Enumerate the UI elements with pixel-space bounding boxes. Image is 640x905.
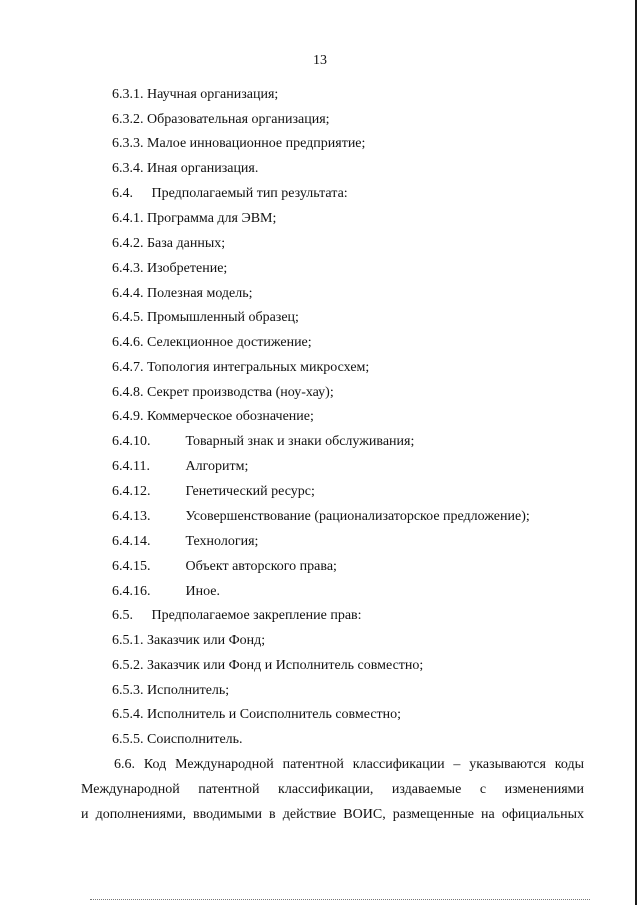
list-item — [112, 459, 248, 475]
item-number: 6.5.4. — [112, 707, 144, 722]
item-text: Предполагаемое закрепление прав: — [151, 608, 362, 623]
item-text: Товарный знак и знаки обслуживания; — [185, 434, 415, 449]
list-item — [112, 261, 227, 277]
item-text: Иная организация. — [147, 161, 259, 176]
item-number: 6.4.9. — [112, 409, 144, 424]
paragraph-line: и дополнениями, вводимыми в действие ВОИС, размещенные на официальных — [81, 807, 584, 822]
list-item — [112, 87, 278, 103]
item-text: Программа для ЭВМ; — [147, 211, 277, 226]
item-number: 6.5.3. — [112, 683, 144, 698]
item-number: 6.5. — [112, 608, 133, 623]
item-number: 6.4.7. — [112, 360, 144, 375]
item-text: Изобретение; — [147, 261, 228, 276]
item-text: Предполагаемый тип результата: — [151, 186, 348, 201]
item-text: Коммерческое обозначение; — [147, 409, 314, 424]
paragraph-line: 6.6. Код Международной патентной классификации – указываются коды — [114, 757, 584, 772]
item-text: Секрет производства (ноу-хау); — [147, 385, 334, 400]
item-text: Исполнитель и Соисполнитель совместно; — [147, 707, 402, 722]
list-item — [112, 534, 258, 550]
item-text: Объект авторского права; — [185, 559, 337, 574]
list-item — [112, 236, 225, 252]
item-text: Топология интегральных микросхем; — [147, 360, 370, 375]
item-number: 6.4.3. — [112, 261, 144, 276]
item-number: 6.5.1. — [112, 633, 144, 648]
item-number: 6.4.11. — [112, 459, 150, 474]
list-item — [112, 211, 276, 227]
list-item — [112, 732, 243, 748]
item-number: 6.4.10. — [112, 434, 151, 449]
list-item — [112, 683, 229, 699]
list-item — [112, 385, 334, 401]
item-number: 6.4.2. — [112, 236, 144, 251]
item-text: База данных; — [147, 236, 226, 251]
item-text: Заказчик или Фонд и Исполнитель совместно; — [147, 658, 424, 673]
list-item — [112, 136, 365, 152]
list-item — [112, 584, 220, 600]
item-text: Образовательная организация; — [147, 112, 330, 127]
item-number: 6.3.1. — [112, 87, 144, 102]
item-number: 6.5.2. — [112, 658, 144, 673]
item-number: 6.3.4. — [112, 161, 144, 176]
item-number: 6.4.8. — [112, 385, 144, 400]
list-item — [112, 310, 299, 326]
item-number: 6.4.1. — [112, 211, 144, 226]
page-number: 13 — [313, 53, 327, 68]
item-text: Генетический ресурс; — [185, 484, 315, 499]
item-text: Технология; — [185, 534, 259, 549]
item-number: 6.4.13. — [112, 509, 151, 524]
list-item — [112, 286, 253, 302]
list-item — [112, 707, 401, 723]
list-item — [112, 509, 530, 525]
section-heading — [112, 608, 362, 624]
item-text: Исполнитель; — [147, 683, 230, 698]
list-item — [112, 335, 312, 351]
item-text: Промышленный образец; — [147, 310, 299, 325]
item-text: Соисполнитель. — [147, 732, 243, 747]
item-number: 6.4.15. — [112, 559, 151, 574]
list-item — [112, 161, 258, 177]
item-number: 6.4.12. — [112, 484, 151, 499]
item-text: Малое инновационное предприятие; — [147, 136, 366, 151]
list-item — [112, 658, 423, 674]
item-number: 6.3.3. — [112, 136, 144, 151]
item-number: 6.4. — [112, 186, 133, 201]
section-heading — [112, 186, 348, 202]
list-item — [112, 484, 315, 500]
scan-bottom-artifact — [90, 899, 590, 901]
paragraph-line: Международной патентной классификации, издаваемые с изменениями — [81, 782, 584, 797]
item-text: Усовершенствование (рационализаторское предложение); — [185, 509, 530, 524]
item-text: Заказчик или Фонд; — [147, 633, 266, 648]
item-number: 6.4.16. — [112, 584, 151, 599]
item-text: Полезная модель; — [147, 286, 253, 301]
list-item — [112, 434, 414, 450]
item-text: Научная организация; — [147, 87, 279, 102]
item-number: 6.4.5. — [112, 310, 144, 325]
item-number: 6.4.6. — [112, 335, 144, 350]
list-item — [112, 559, 337, 575]
item-number: 6.4.4. — [112, 286, 144, 301]
item-number: 6.5.5. — [112, 732, 144, 747]
item-number: 6.3.2. — [112, 112, 144, 127]
item-text: Иное. — [185, 584, 220, 599]
scan-edge-shadow — [635, 0, 637, 905]
list-item — [112, 360, 369, 376]
item-text: Алгоритм; — [185, 459, 249, 474]
list-item — [112, 112, 330, 128]
list-item — [112, 633, 265, 649]
item-text: Селекционное достижение; — [147, 335, 312, 350]
item-number: 6.4.14. — [112, 534, 151, 549]
list-item — [112, 409, 314, 425]
